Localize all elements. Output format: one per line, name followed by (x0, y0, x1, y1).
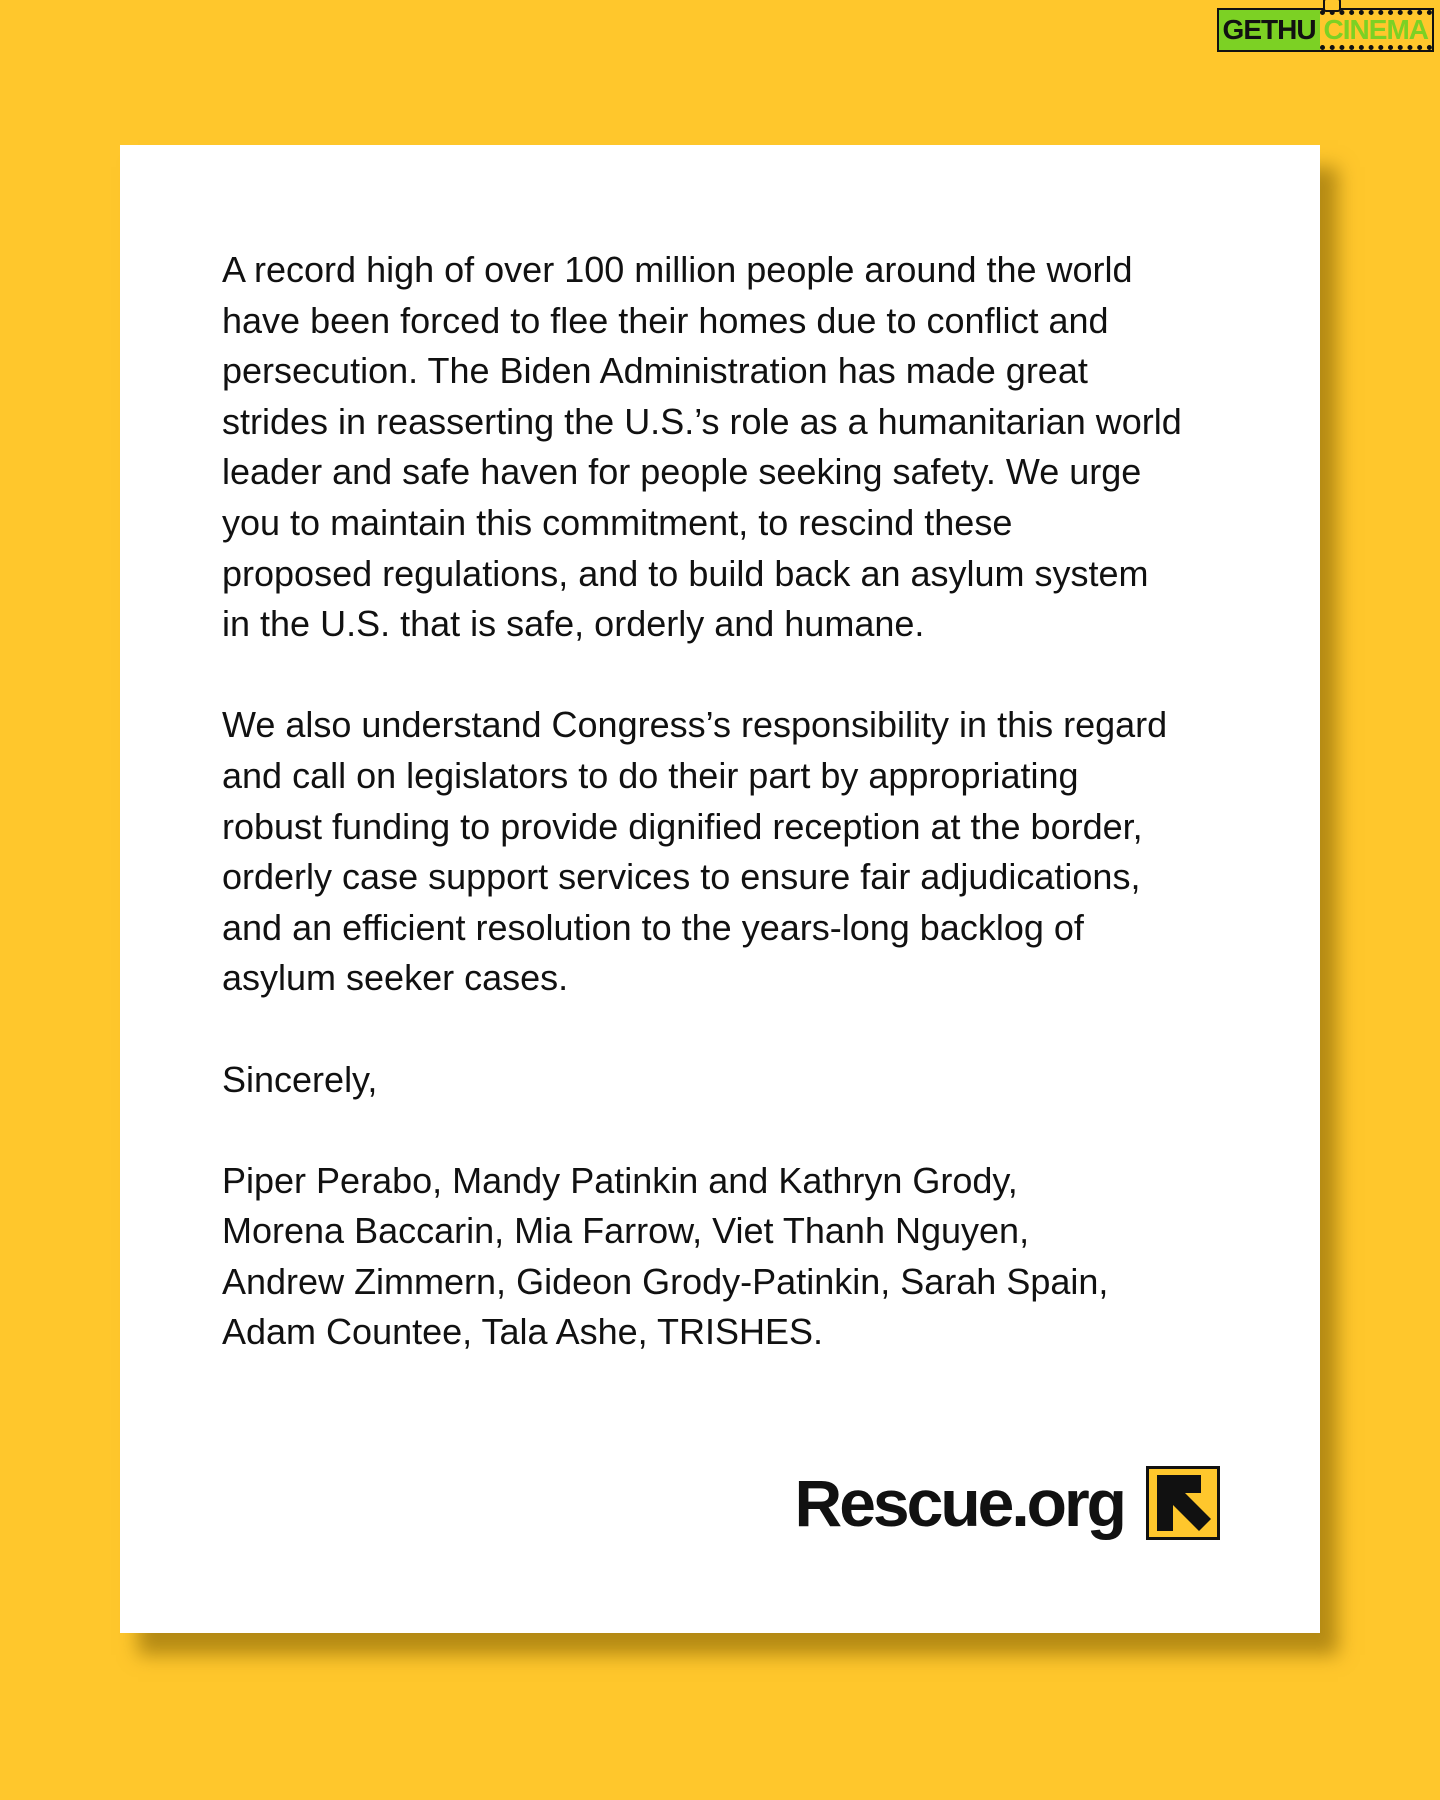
rescue-logo (795, 1465, 1220, 1541)
camera-icon (1323, 0, 1341, 12)
letter-card (120, 145, 1320, 1633)
closing-text: Sincerely, (222, 1058, 378, 1100)
letter-line: and call on legislators to do their part by appropriating (222, 754, 1079, 796)
letter-line: We also understand Congress’s responsibility in this regard (222, 704, 1168, 746)
letter-body (222, 245, 1232, 1409)
watermark-part1: GETHU (1219, 10, 1320, 50)
watermark (1217, 8, 1434, 52)
letter-line: and an efficient resolution to the years-long backlog of (222, 906, 1084, 948)
letter-line: in the U.S. that is safe, orderly and humane. (222, 603, 925, 645)
closing (222, 1055, 1232, 1106)
irc-arrow-icon (1146, 1466, 1220, 1540)
letter-line: persecution. The Biden Administration has made great (222, 350, 1088, 392)
letter-line: proposed regulations, and to build back an asylum system (222, 552, 1149, 594)
letter-line: you to maintain this commitment, to rescind these (222, 501, 1013, 543)
signatory-line: Andrew Zimmern, Gideon Grody-Patinkin, Sarah Spain, (222, 1260, 1109, 1302)
letter-line: have been forced to flee their homes due to conflict and (222, 299, 1109, 341)
letter-line: strides in reasserting the U.S.’s role as a humanitarian world (222, 400, 1182, 442)
signatory-line: Adam Countee, Tala Ashe, TRISHES. (222, 1311, 823, 1353)
watermark-part2: CINEMA (1320, 10, 1432, 50)
paragraph-1 (222, 245, 1232, 650)
letter-line: A record high of over 100 million people around the world (222, 249, 1133, 290)
signatory-line: Piper Perabo, Mandy Patinkin and Kathryn Grody, (222, 1159, 1018, 1201)
signatories (222, 1156, 1232, 1358)
letter-line: asylum seeker cases. (222, 957, 569, 999)
irc-arrow-icon-svg (1149, 1469, 1217, 1537)
signatory-line: Morena Baccarin, Mia Farrow, Viet Thanh Nguyen, (222, 1210, 1030, 1252)
paragraph-2 (222, 700, 1232, 1004)
letter-line: leader and safe haven for people seeking safety. We urge (222, 451, 1142, 493)
letter-line: orderly case support services to ensure fair adjudications, (222, 856, 1141, 898)
letter-line: robust funding to provide dignified reception at the border, (222, 805, 1143, 847)
logo-text: Rescue.org (794, 1466, 1124, 1540)
